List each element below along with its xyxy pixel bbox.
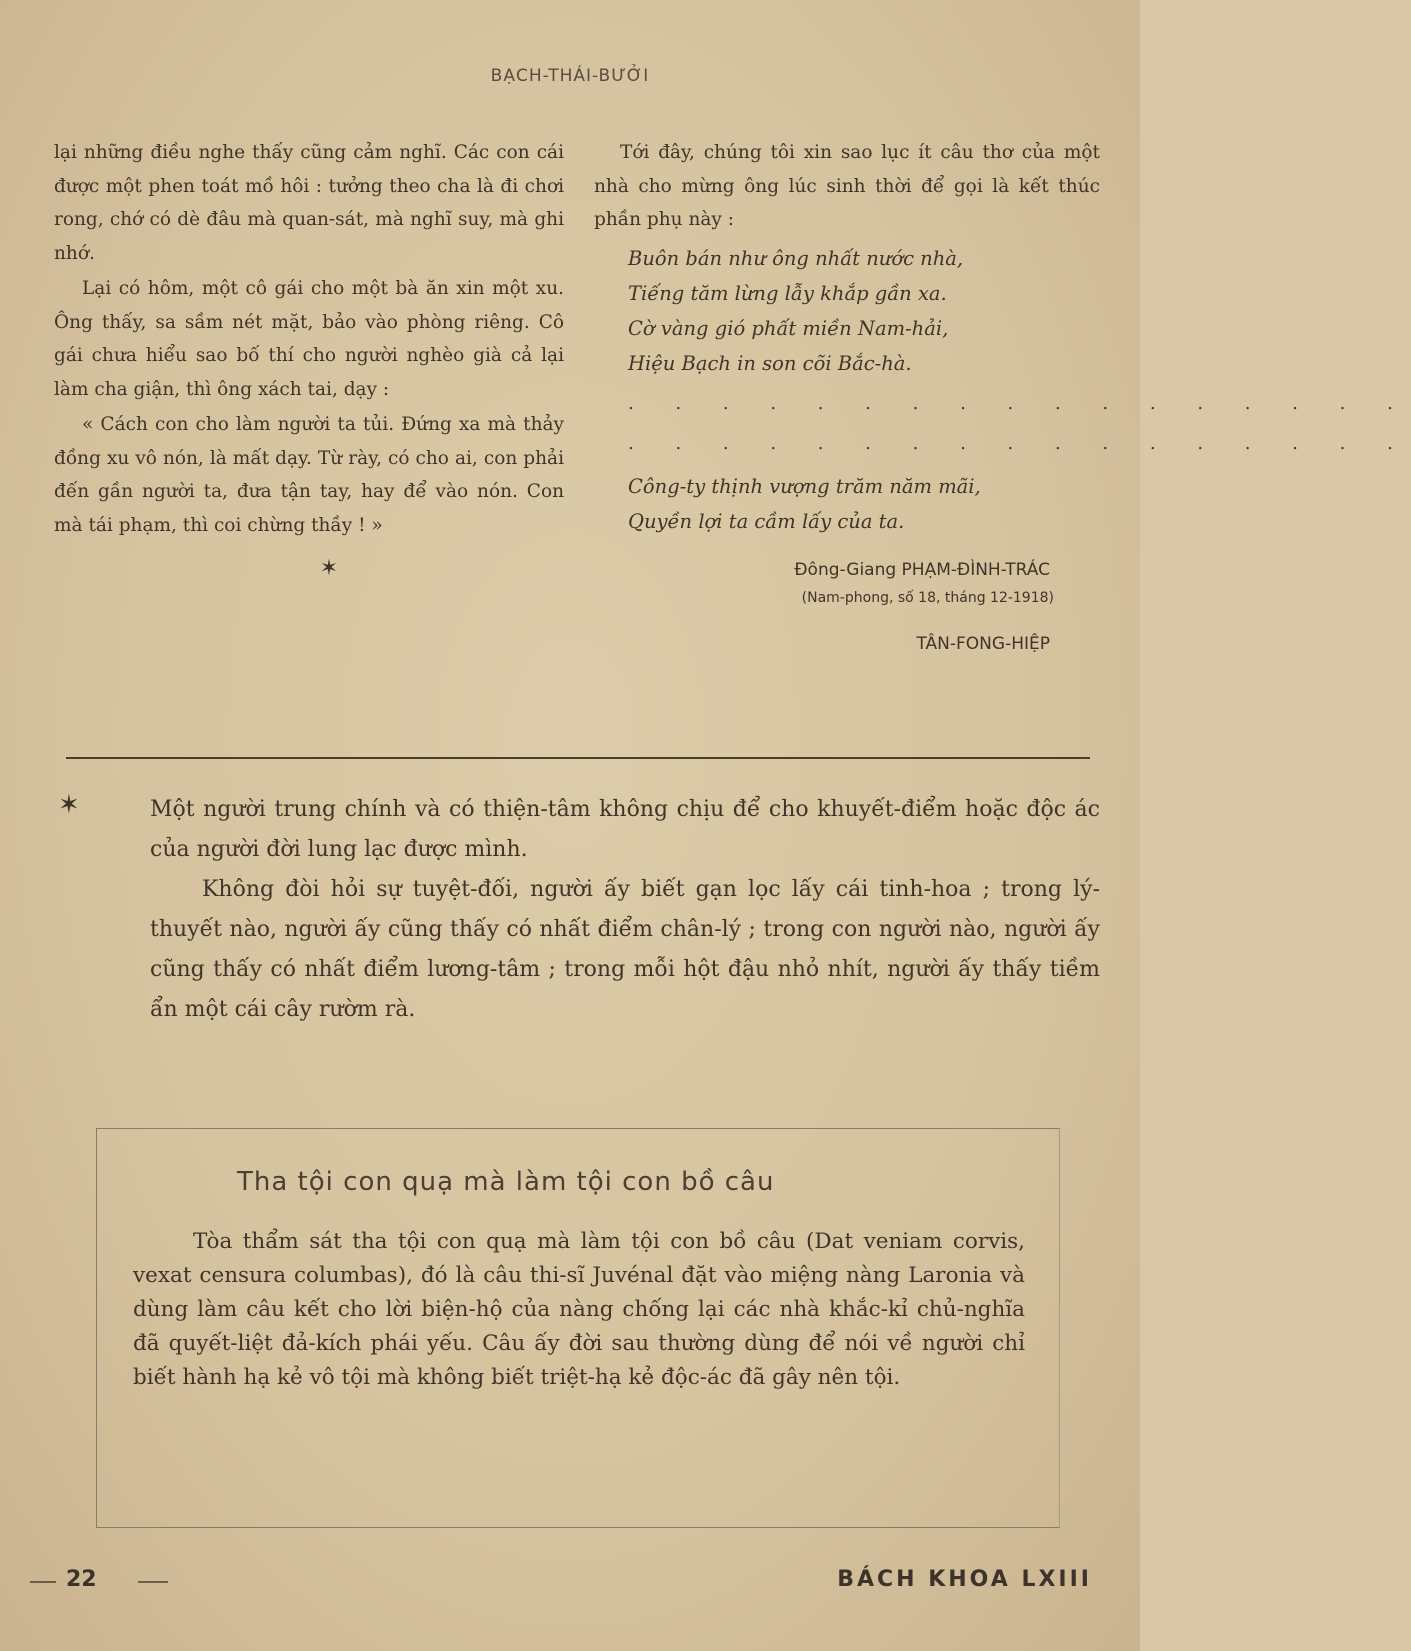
running-head: BẠCH-THÁI-BƯỞI [490, 66, 650, 86]
poem-signature: Đông-Giang PHẠM-ĐÌNH-TRÁC [794, 559, 1050, 580]
horizontal-divider [66, 757, 1090, 759]
quote-paragraph-2: Không đòi hỏi sự tuyệt-đối, người ấy biết gạn lọc lấy cái tinh-hoa ; trong lý-thuyết nào, người ấy cũng thấy có nhất điểm chân-lý ; trong con người nào, người ấy cũng thấy có nhất điểm lương-tâm ; trong mỗi hột đậu nhỏ nhít, người ấy thấy tiềm ẩn một cái cây rườm rà. [150, 877, 1100, 1022]
poem-line: Công-ty thịnh vượng trăm năm mãi, [628, 474, 981, 498]
boxed-article-title: Tha tội con quạ mà làm tội con bồ câu [237, 1167, 775, 1197]
poem-line: Tiếng tăm lừng lẫy khắp gần xa. [628, 281, 947, 305]
left-paragraph-1: lại những điều nghe thấy cũng cảm nghĩ. Các con cái được một phen toát mồ hôi : tưởng theo cha là đi chơi rong, chớ có dè đâu mà quan-sát, mà nghĩ suy, mà ghi nhớ. [54, 142, 564, 264]
transcriber-name: TÂN-FONG-HIỆP [916, 633, 1050, 654]
left-paragraph-3: « Cách con cho làm người ta tủi. Đứng xa mà thảy đồng xu vô nón, là mất dạy. Từ rày, có cho ai, con phải đến gần người ta, đưa tận tay, hay để vào nón. Con mà tái phạm, thì coi chừng thầy ! » [54, 414, 564, 536]
ellipsis-row-2: . . . . . . . . . . . . . . . . . [628, 432, 1411, 454]
footer-dash-right [138, 1581, 168, 1583]
poem-source: (Nam-phong, số 18, tháng 12-1918) [801, 589, 1054, 606]
poem-line: Cờ vàng gió phất miền Nam-hải, [628, 316, 949, 340]
quote-star-icon: ✶ [58, 790, 80, 820]
poem-line: Buôn bán như ông nhất nước nhà, [628, 246, 964, 270]
quote-paragraph-1: Một người trung chính và có thiện-tâm không chịu để cho khuyết-điểm hoặc độc ác của người đời lung lạc được mình. [150, 797, 1100, 862]
boxed-article-body: Tòa thẩm sát tha tội con quạ mà làm tội con bồ câu (Dat veniam corvis, vexat censura columbas), đó là câu thi-sĩ Juvénal đặt vào miệng nàng Laronia và dùng làm câu kết cho lời biện-hộ của nàng chống lại các nhà khắc-kỉ chủ-nghĩa đã quyết-liệt đả-kích phái yếu. Câu ấy đời sau thường dùng để nói về người chỉ biết hành hạ kẻ vô tội mà không biết triệt-hạ kẻ độc-ác đã gây nên tội. [133, 1229, 1025, 1390]
poem-line: Quyền lợi ta cầm lấy của ta. [628, 509, 905, 533]
quote-block [58, 790, 1102, 1030]
page-footer [0, 1567, 1140, 1607]
boxed-article [96, 1128, 1060, 1528]
section-star-icon: ✶ [319, 556, 339, 581]
poem-stanza-2 [628, 469, 1100, 539]
footer-dash-left [30, 1581, 56, 1583]
ellipsis-row-1: . . . . . . . . . . . . . . . . . [628, 392, 1411, 414]
poem-stanza-1 [628, 241, 1100, 381]
quote-text [150, 790, 1100, 1030]
poem-line: Hiệu Bạch in son cõi Bắc-hà. [628, 351, 912, 375]
right-column [594, 136, 1411, 659]
left-paragraph-2: Lại có hôm, một cô gái cho một bà ăn xin một xu. Ông thấy, sa sầm nét mặt, bảo vào phòng riêng. Cô gái chưa hiểu sao bố thí cho người nghèo già cả lại làm cha giận, thì ông xách tai, dạy : [54, 278, 564, 400]
right-lead-paragraph: Tới đây, chúng tôi xin sao lục ít câu thơ của một nhà cho mừng ông lúc sinh thời để gọi là kết thúc phần phụ này : [594, 142, 1100, 230]
page-number: 22 [66, 1567, 97, 1592]
magazine-name: BÁCH KHOA LXIII [837, 1567, 1092, 1592]
left-column [54, 136, 564, 586]
